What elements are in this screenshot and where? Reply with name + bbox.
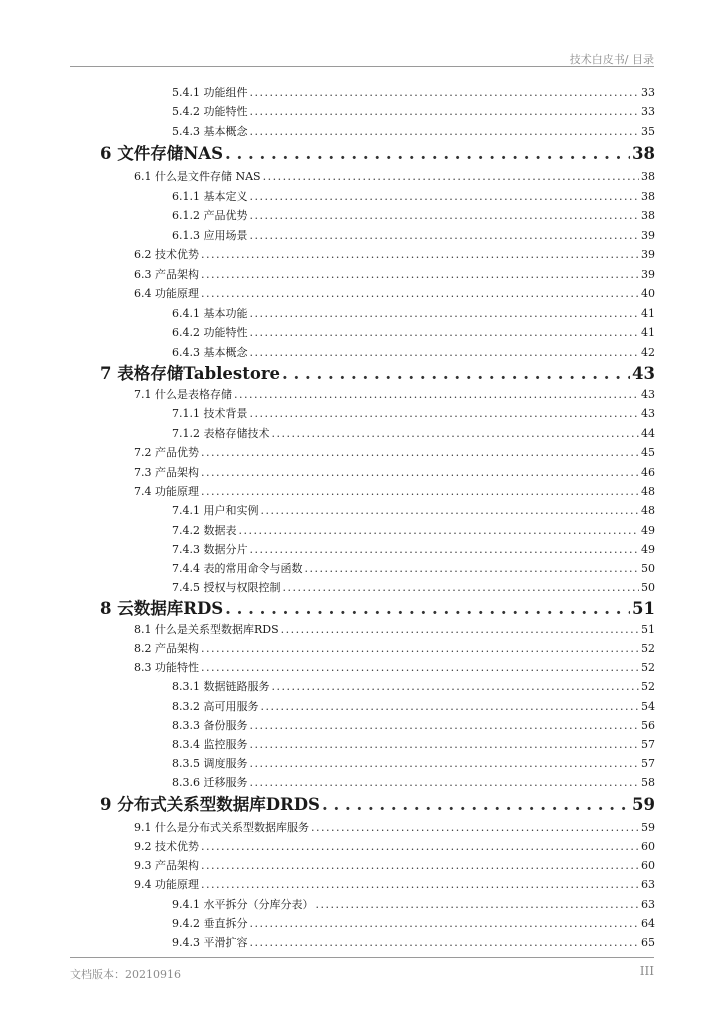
toc-entry-label: 8.3.5 调度服务 (172, 757, 248, 770)
toc-section[interactable] (134, 857, 655, 875)
dot-leader (201, 464, 639, 482)
dot-leader (225, 598, 630, 620)
toc-entry-page: 48 (641, 504, 655, 517)
dot-leader (283, 579, 640, 597)
toc-entry[interactable] (172, 755, 655, 773)
toc-entry[interactable] (172, 227, 655, 245)
toc-entry[interactable] (172, 934, 655, 952)
toc-section[interactable] (134, 621, 655, 639)
dot-leader (201, 444, 639, 462)
toc-entry[interactable] (172, 344, 655, 362)
dot-leader (250, 755, 640, 773)
toc-section[interactable] (134, 659, 655, 677)
toc-chapter[interactable] (100, 794, 655, 816)
toc-section-page: 45 (641, 446, 655, 459)
toc-entry-page: 58 (641, 776, 655, 789)
dot-leader (250, 736, 640, 754)
dot-leader (201, 285, 639, 303)
dot-leader (201, 876, 639, 894)
toc-section[interactable] (134, 168, 655, 186)
toc-entry[interactable] (172, 698, 655, 716)
toc-entry-page: 42 (641, 346, 655, 359)
toc-section-page: 43 (641, 388, 655, 401)
toc-section[interactable] (134, 640, 655, 658)
dot-leader (272, 425, 640, 443)
toc-entry-label: 5.4.2 功能特性 (172, 105, 248, 118)
toc-entry-label: 8.3.1 数据链路服务 (172, 680, 270, 693)
dot-leader (250, 103, 640, 121)
toc-entry[interactable] (172, 896, 655, 914)
toc-entry-label: 8.3.4 监控服务 (172, 738, 248, 751)
toc-entry-label: 9.4.3 平滑扩容 (172, 936, 248, 949)
toc-section-label: 8.1 什么是关系型数据库RDS (134, 623, 279, 636)
toc-entry[interactable] (172, 560, 655, 578)
dot-leader (250, 717, 640, 735)
dot-leader (250, 84, 640, 102)
dot-leader (234, 386, 639, 404)
toc-entry-label: 6.4.3 基本概念 (172, 346, 248, 359)
toc-chapter-page: 43 (632, 364, 655, 383)
toc-section-label: 8.3 功能特性 (134, 661, 199, 674)
dot-leader (201, 483, 639, 501)
toc-section-page: 60 (641, 859, 655, 872)
toc-entry[interactable] (172, 103, 655, 121)
toc-entry[interactable] (172, 207, 655, 225)
toc-entry-label: 5.4.1 功能组件 (172, 86, 248, 99)
toc-entry[interactable] (172, 425, 655, 443)
toc-entry-label: 8.3.6 迁移服务 (172, 776, 248, 789)
toc-section[interactable] (134, 444, 655, 462)
toc-entry-page: 33 (641, 105, 655, 118)
dot-leader (250, 915, 640, 933)
toc-chapter-page: 59 (632, 795, 655, 814)
dot-leader (225, 143, 630, 165)
toc-section-page: 59 (641, 821, 655, 834)
dot-leader (250, 344, 640, 362)
toc-entry-page: 44 (641, 427, 655, 440)
toc-entry-page: 64 (641, 917, 655, 930)
footer-rule (70, 957, 654, 958)
toc-section-label: 7.1 什么是表格存储 (134, 388, 232, 401)
toc-entry-label: 8.3.3 备份服务 (172, 719, 248, 732)
toc-section-label: 7.2 产品优势 (134, 446, 199, 459)
toc-chapter-page: 51 (632, 599, 655, 618)
dot-leader (316, 896, 640, 914)
toc-entry-label: 6.4.2 功能特性 (172, 326, 248, 339)
dot-leader (201, 659, 639, 677)
toc-entry[interactable] (172, 522, 655, 540)
dot-leader (250, 188, 640, 206)
toc-section-page: 39 (641, 248, 655, 261)
toc-chapter[interactable] (100, 143, 655, 165)
toc-entry-label: 6.1.1 基本定义 (172, 190, 248, 203)
toc-entry-label: 7.1.2 表格存储技术 (172, 427, 270, 440)
toc-entry[interactable] (172, 324, 655, 342)
toc-entry-label: 9.4.2 垂直拆分 (172, 917, 248, 930)
toc-section-page: 46 (641, 466, 655, 479)
toc-entry-label: 6.1.2 产品优势 (172, 209, 248, 222)
toc-entry-page: 63 (641, 898, 655, 911)
toc-chapter[interactable] (100, 363, 655, 385)
dot-leader (250, 207, 640, 225)
dot-leader (239, 522, 640, 540)
toc-section[interactable] (134, 285, 655, 303)
toc-entry[interactable] (172, 123, 655, 141)
dot-leader (263, 168, 639, 186)
toc-chapter-label: 8 云数据库RDS (100, 599, 224, 618)
toc-entry-page: 57 (641, 757, 655, 770)
toc-entry-page: 49 (641, 543, 655, 556)
toc-section-page: 38 (641, 170, 655, 183)
toc-entry-page: 39 (641, 229, 655, 242)
dot-leader (250, 227, 640, 245)
toc-section[interactable] (134, 246, 655, 264)
toc-section[interactable] (134, 386, 655, 404)
toc-entry-page: 43 (641, 407, 655, 420)
dot-leader (250, 541, 640, 559)
toc-section-page: 63 (641, 878, 655, 891)
toc-entry-label: 7.4.5 授权与权限控制 (172, 581, 281, 594)
toc-chapter-page: 38 (632, 144, 655, 163)
toc-chapter[interactable] (100, 598, 655, 620)
toc-entry[interactable] (172, 915, 655, 933)
dot-leader (272, 678, 640, 696)
toc-section-page: 52 (641, 661, 655, 674)
dot-leader (250, 123, 640, 141)
toc-section-page: 52 (641, 642, 655, 655)
dot-leader (261, 698, 640, 716)
toc-entry[interactable] (172, 717, 655, 735)
toc-entry-page: 54 (641, 700, 655, 713)
dot-leader (250, 774, 640, 792)
toc-entry-label: 7.4.4 表的常用命令与函数 (172, 562, 303, 575)
toc-section-label: 9.3 产品架构 (134, 859, 199, 872)
toc-entry-label: 7.4.1 用户和实例 (172, 504, 259, 517)
toc-entry-page: 41 (641, 307, 655, 320)
toc-entry[interactable] (172, 736, 655, 754)
toc-entry-page: 57 (641, 738, 655, 751)
toc-section-label: 7.4 功能原理 (134, 485, 199, 498)
toc-entry-page: 41 (641, 326, 655, 339)
dot-leader (282, 363, 630, 385)
dot-leader (311, 819, 639, 837)
toc-entry-page: 50 (641, 581, 655, 594)
toc-section-label: 6.3 产品架构 (134, 268, 199, 281)
toc-entry[interactable] (172, 678, 655, 696)
toc-entry[interactable] (172, 579, 655, 597)
toc-section-label: 6.1 什么是文件存储 NAS (134, 170, 261, 183)
toc-entry[interactable] (172, 305, 655, 323)
toc-section-label: 9.2 技术优势 (134, 840, 199, 853)
toc-section-page: 48 (641, 485, 655, 498)
dot-leader (281, 621, 639, 639)
toc-section-label: 6.4 功能原理 (134, 287, 199, 300)
header-rule (70, 66, 654, 67)
dot-leader (322, 794, 630, 816)
toc-entry-label: 7.4.3 数据分片 (172, 543, 248, 556)
toc-section-label: 6.2 技术优势 (134, 248, 199, 261)
toc-section-label: 9.4 功能原理 (134, 878, 199, 891)
toc-chapter-label: 9 分布式关系型数据库DRDS (100, 795, 320, 814)
toc-section[interactable] (134, 876, 655, 894)
dot-leader (250, 405, 640, 423)
toc-entry-page: 35 (641, 125, 655, 138)
toc-entry-label: 6.4.1 基本功能 (172, 307, 248, 320)
toc-entry[interactable] (172, 774, 655, 792)
toc-entry-page: 49 (641, 524, 655, 537)
dot-leader (201, 246, 639, 264)
footer-page-number: III (639, 964, 654, 978)
toc-entry-label: 6.1.3 应用场景 (172, 229, 248, 242)
dot-leader (305, 560, 640, 578)
toc-section-page: 40 (641, 287, 655, 300)
toc-entry-page: 52 (641, 680, 655, 693)
toc-section[interactable] (134, 266, 655, 284)
toc-entry-page: 65 (641, 936, 655, 949)
toc-entry-page: 50 (641, 562, 655, 575)
toc-section-label: 8.2 产品架构 (134, 642, 199, 655)
dot-leader (201, 640, 639, 658)
toc-entry-label: 9.4.1 水平拆分（分库分表） (172, 898, 314, 911)
toc-entry[interactable] (172, 541, 655, 559)
toc-section-page: 51 (641, 623, 655, 636)
header-label: 技术白皮书/ 目录 (569, 53, 654, 66)
toc-entry[interactable] (172, 502, 655, 520)
dot-leader (250, 934, 640, 952)
toc-entry-page: 33 (641, 86, 655, 99)
toc-section-label: 9.1 什么是分布式关系型数据库服务 (134, 821, 309, 834)
dot-leader (250, 305, 640, 323)
toc-entry-label: 8.3.2 高可用服务 (172, 700, 259, 713)
toc-section-label: 7.3 产品架构 (134, 466, 199, 479)
toc-section[interactable] (134, 819, 655, 837)
toc-entry-label: 7.4.2 数据表 (172, 524, 237, 537)
dot-leader (250, 324, 640, 342)
toc-section[interactable] (134, 483, 655, 501)
toc-section-page: 60 (641, 840, 655, 853)
dot-leader (261, 502, 640, 520)
toc-entry[interactable] (172, 188, 655, 206)
toc-section[interactable] (134, 838, 655, 856)
footer-version: 文档版本：20210916 (70, 968, 181, 981)
dot-leader (201, 838, 639, 856)
toc-entry-label: 7.1.1 技术背景 (172, 407, 248, 420)
toc-entry[interactable] (172, 84, 655, 102)
toc-chapter-label: 7 表格存储Tablestore (100, 364, 281, 383)
toc-entry-page: 38 (641, 209, 655, 222)
toc-section-page: 39 (641, 268, 655, 281)
toc-entry[interactable] (172, 405, 655, 423)
toc-entry-label: 5.4.3 基本概念 (172, 125, 248, 138)
toc-chapter-label: 6 文件存储NAS (100, 144, 224, 163)
dot-leader (201, 266, 639, 284)
toc-section[interactable] (134, 464, 655, 482)
dot-leader (201, 857, 639, 875)
toc-entry-page: 38 (641, 190, 655, 203)
toc-entry-page: 56 (641, 719, 655, 732)
